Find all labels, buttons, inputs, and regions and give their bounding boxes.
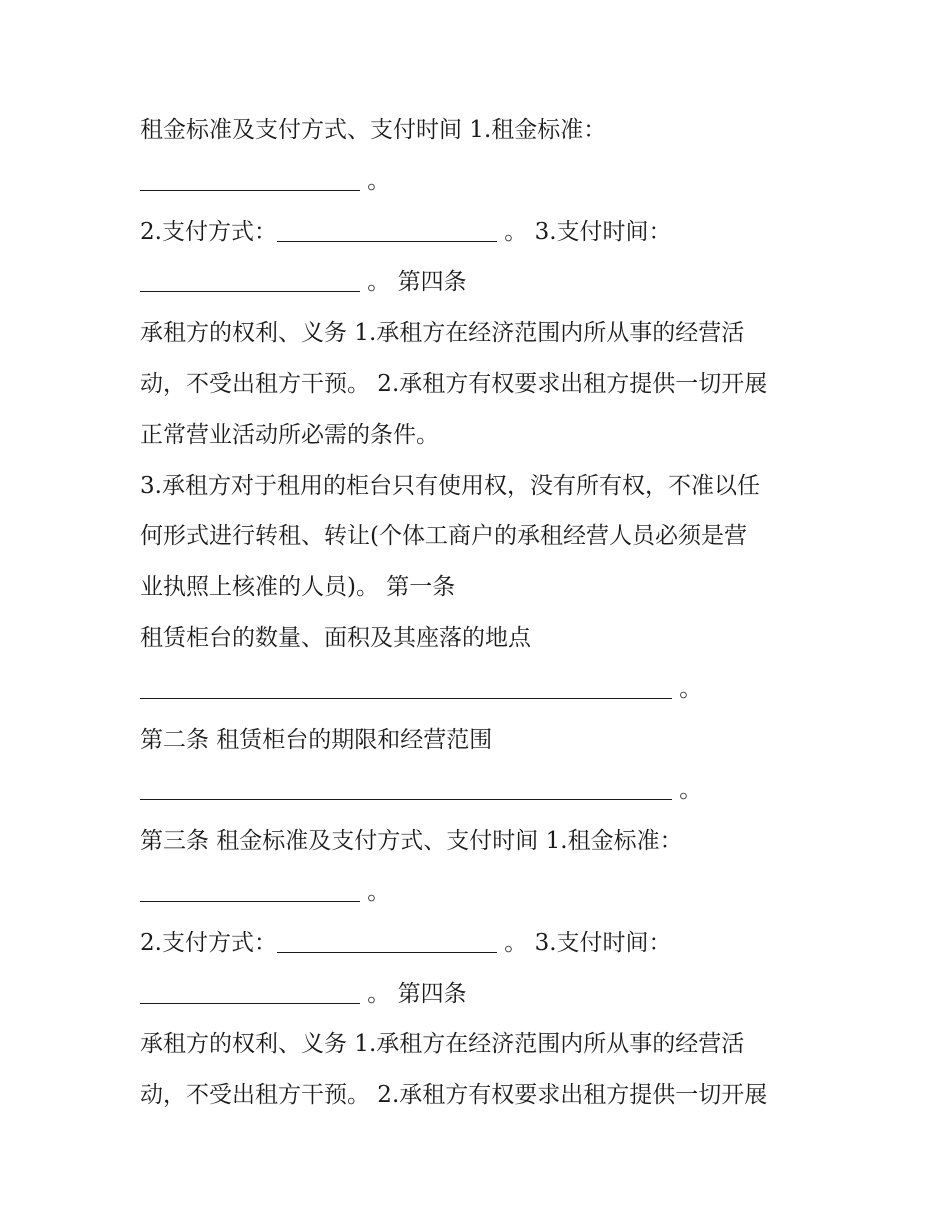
text-line [140,1022,830,1073]
line-text: 。 [360,878,391,905]
text-line [140,616,830,667]
text-line [140,413,830,464]
line-text: 。 第四条 [360,269,467,296]
fill-in-blank [277,922,497,953]
text-line [140,362,830,413]
text-line [140,514,830,565]
document-body [140,108,830,1124]
fill-in-blank [140,668,672,699]
line-text: 。 第四条 [360,980,467,1007]
line-text: 2.支付方式： [140,218,277,245]
line-text: 承租方的权利、义务 1.承租方在经济范围内所从事的经营活 [140,1031,745,1058]
line-text: 何形式进行转租、转让(个体工商户的承租经营人员必须是营 [140,523,747,550]
fill-in-blank [277,211,497,242]
line-text: 。 [360,167,391,194]
line-text: 动，不受出租方干预。 2.承租方有权要求出租方提供一切开展 [140,1082,768,1109]
line-text: 。 3.支付时间： [496,218,672,245]
line-text: 业执照上核准的人员)。 第一条 [140,574,456,601]
text-line [140,464,830,515]
text-line [140,667,830,718]
text-line [140,870,830,921]
line-text: 租金标准及支付方式、支付时间 1.租金标准： [140,117,607,143]
line-text: 。 [672,675,703,702]
text-line [140,921,830,972]
line-text: 2.支付方式： [140,929,277,956]
text-line [140,210,830,261]
text-line [140,311,830,362]
line-text: 正常营业活动所必需的条件。 [140,421,439,448]
line-text: 。 [672,777,703,804]
fill-in-blank [140,160,360,191]
line-text: 第二条 租赁柜台的期限和经营范围 [140,726,493,753]
fill-in-blank [140,261,360,292]
text-line [140,159,830,210]
text-line [140,1073,830,1124]
line-text: 动，不受出租方干预。 2.承租方有权要求出租方提供一切开展 [140,370,768,397]
text-line [140,718,830,769]
line-text: 租赁柜台的数量、面积及其座落的地点 [140,624,531,651]
text-line [140,768,830,819]
text-line [140,819,830,870]
fill-in-blank [140,769,672,800]
text-line [140,260,830,311]
fill-in-blank [140,871,360,902]
line-text: 承租方的权利、义务 1.承租方在经济范围内所从事的经营活 [140,320,745,347]
text-line [140,972,830,1023]
line-text: 3.承租方对于租用的柜台只有使用权，没有所有权，不准以任 [140,472,760,499]
line-text: 。 3.支付时间： [496,929,672,956]
line-text: 第三条 租金标准及支付方式、支付时间 1.租金标准： [140,828,683,855]
text-line [140,565,830,616]
fill-in-blank [140,973,360,1004]
text-line [140,108,830,159]
